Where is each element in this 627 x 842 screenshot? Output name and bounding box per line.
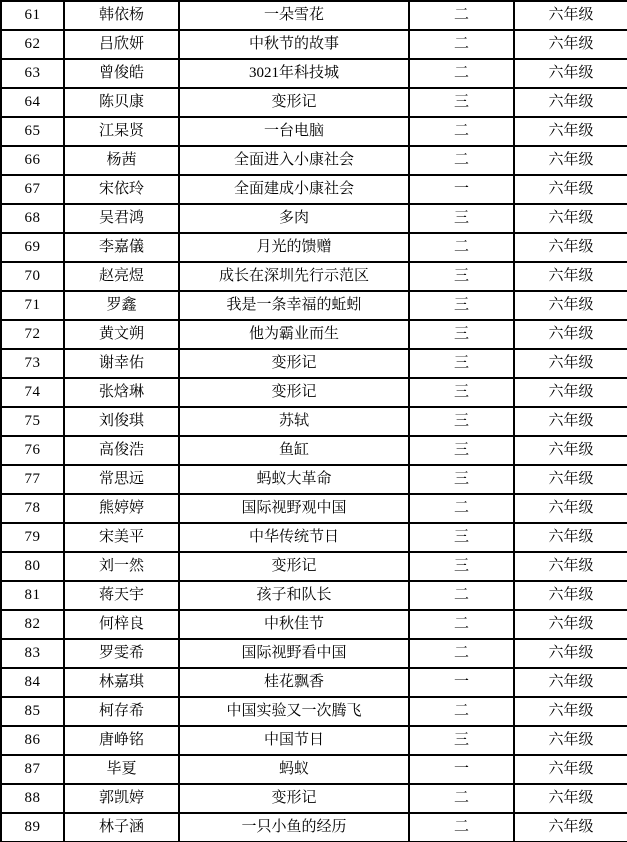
award-level-cell: 三 (409, 378, 514, 407)
row-number-cell: 79 (1, 523, 64, 552)
table-row (1, 610, 627, 639)
table-row (1, 494, 627, 523)
row-number-cell: 69 (1, 233, 64, 262)
grade-cell: 六年级 (514, 378, 627, 407)
work-title-cell: 一朵雪花 (179, 1, 409, 30)
student-name-cell: 李嘉儀 (64, 233, 179, 262)
grade-cell: 六年级 (514, 320, 627, 349)
row-number-cell: 75 (1, 407, 64, 436)
row-number-cell: 68 (1, 204, 64, 233)
work-title-cell: 鱼缸 (179, 436, 409, 465)
award-level-cell: 二 (409, 117, 514, 146)
row-number-cell: 87 (1, 755, 64, 784)
row-number-cell: 67 (1, 175, 64, 204)
award-level-cell: 三 (409, 726, 514, 755)
student-name-cell: 陈贝康 (64, 88, 179, 117)
row-number-cell: 61 (1, 1, 64, 30)
table-row (1, 813, 627, 842)
grade-cell: 六年级 (514, 30, 627, 59)
table-row (1, 407, 627, 436)
row-number-cell: 82 (1, 610, 64, 639)
row-number-cell: 89 (1, 813, 64, 842)
award-level-cell: 二 (409, 610, 514, 639)
table-row (1, 581, 627, 610)
work-title-cell: 全面进入小康社会 (179, 146, 409, 175)
work-title-cell: 孩子和队长 (179, 581, 409, 610)
grade-cell: 六年级 (514, 523, 627, 552)
row-number-cell: 65 (1, 117, 64, 146)
student-name-cell: 韩依杨 (64, 1, 179, 30)
grade-cell: 六年级 (514, 755, 627, 784)
grade-cell: 六年级 (514, 407, 627, 436)
table-row (1, 552, 627, 581)
grade-cell: 六年级 (514, 117, 627, 146)
table-row (1, 784, 627, 813)
student-name-cell: 唐峥铭 (64, 726, 179, 755)
table-row (1, 349, 627, 378)
table-row (1, 378, 627, 407)
award-level-cell: 二 (409, 784, 514, 813)
student-name-cell: 林嘉琪 (64, 668, 179, 697)
award-level-cell: 二 (409, 813, 514, 842)
row-number-cell: 73 (1, 349, 64, 378)
award-level-cell: 二 (409, 697, 514, 726)
table-row (1, 146, 627, 175)
row-number-cell: 70 (1, 262, 64, 291)
work-title-cell: 中秋佳节 (179, 610, 409, 639)
grade-cell: 六年级 (514, 726, 627, 755)
work-title-cell: 变形记 (179, 784, 409, 813)
table-row (1, 523, 627, 552)
work-title-cell: 他为霸业而生 (179, 320, 409, 349)
grade-cell: 六年级 (514, 813, 627, 842)
award-level-cell: 三 (409, 320, 514, 349)
row-number-cell: 62 (1, 30, 64, 59)
award-level-cell: 二 (409, 30, 514, 59)
student-name-cell: 何梓良 (64, 610, 179, 639)
row-number-cell: 63 (1, 59, 64, 88)
grade-cell: 六年级 (514, 291, 627, 320)
work-title-cell: 中国节日 (179, 726, 409, 755)
table-row (1, 88, 627, 117)
work-title-cell: 变形记 (179, 88, 409, 117)
row-number-cell: 88 (1, 784, 64, 813)
work-title-cell: 变形记 (179, 552, 409, 581)
award-level-cell: 一 (409, 175, 514, 204)
award-level-cell: 二 (409, 59, 514, 88)
student-name-cell: 黄文朔 (64, 320, 179, 349)
work-title-cell: 变形记 (179, 378, 409, 407)
row-number-cell: 64 (1, 88, 64, 117)
award-level-cell: 二 (409, 494, 514, 523)
student-name-cell: 毕夏 (64, 755, 179, 784)
work-title-cell: 全面建成小康社会 (179, 175, 409, 204)
grade-cell: 六年级 (514, 1, 627, 30)
row-number-cell: 66 (1, 146, 64, 175)
work-title-cell: 中华传统节日 (179, 523, 409, 552)
student-name-cell: 张焓琳 (64, 378, 179, 407)
award-level-cell: 一 (409, 755, 514, 784)
row-number-cell: 72 (1, 320, 64, 349)
student-name-cell: 刘俊琪 (64, 407, 179, 436)
student-name-cell: 吕欣妍 (64, 30, 179, 59)
work-title-cell: 中国实验又一次腾飞 (179, 697, 409, 726)
table-row (1, 465, 627, 494)
award-level-cell: 三 (409, 349, 514, 378)
award-level-cell: 三 (409, 204, 514, 233)
student-name-cell: 宋美平 (64, 523, 179, 552)
row-number-cell: 71 (1, 291, 64, 320)
student-name-cell: 高俊浩 (64, 436, 179, 465)
award-level-cell: 二 (409, 639, 514, 668)
grade-cell: 六年级 (514, 494, 627, 523)
table-row (1, 262, 627, 291)
grade-cell: 六年级 (514, 233, 627, 262)
grade-cell: 六年级 (514, 262, 627, 291)
table-row (1, 320, 627, 349)
student-name-cell: 赵亮煜 (64, 262, 179, 291)
table-row (1, 233, 627, 262)
grade-cell: 六年级 (514, 88, 627, 117)
awards-table-body (1, 1, 627, 842)
row-number-cell: 85 (1, 697, 64, 726)
work-title-cell: 中秋节的故事 (179, 30, 409, 59)
table-row (1, 59, 627, 88)
grade-cell: 六年级 (514, 204, 627, 233)
work-title-cell: 月光的馈赠 (179, 233, 409, 262)
student-name-cell: 江杲贤 (64, 117, 179, 146)
table-row (1, 117, 627, 146)
student-name-cell: 曾俊皓 (64, 59, 179, 88)
grade-cell: 六年级 (514, 668, 627, 697)
award-level-cell: 二 (409, 233, 514, 262)
award-level-cell: 二 (409, 581, 514, 610)
table-row (1, 697, 627, 726)
grade-cell: 六年级 (514, 581, 627, 610)
student-name-cell: 柯存希 (64, 697, 179, 726)
student-name-cell: 刘一然 (64, 552, 179, 581)
grade-cell: 六年级 (514, 436, 627, 465)
work-title-cell: 蚂蚁 (179, 755, 409, 784)
table-row (1, 204, 627, 233)
student-name-cell: 谢幸佑 (64, 349, 179, 378)
work-title-cell: 我是一条幸福的蚯蚓 (179, 291, 409, 320)
grade-cell: 六年级 (514, 146, 627, 175)
award-level-cell: 三 (409, 523, 514, 552)
work-title-cell: 一只小鱼的经历 (179, 813, 409, 842)
table-row (1, 755, 627, 784)
table-row (1, 436, 627, 465)
student-name-cell: 罗鑫 (64, 291, 179, 320)
work-title-cell: 国际视野看中国 (179, 639, 409, 668)
table-row (1, 175, 627, 204)
work-title-cell: 变形记 (179, 349, 409, 378)
table-row (1, 639, 627, 668)
student-name-cell: 吴君鸿 (64, 204, 179, 233)
student-name-cell: 蒋天宇 (64, 581, 179, 610)
grade-cell: 六年级 (514, 639, 627, 668)
grade-cell: 六年级 (514, 784, 627, 813)
work-title-cell: 多肉 (179, 204, 409, 233)
work-title-cell: 一台电脑 (179, 117, 409, 146)
student-name-cell: 林子涵 (64, 813, 179, 842)
grade-cell: 六年级 (514, 610, 627, 639)
grade-cell: 六年级 (514, 697, 627, 726)
work-title-cell: 国际视野观中国 (179, 494, 409, 523)
grade-cell: 六年级 (514, 175, 627, 204)
student-name-cell: 罗雯希 (64, 639, 179, 668)
grade-cell: 六年级 (514, 465, 627, 494)
grade-cell: 六年级 (514, 552, 627, 581)
row-number-cell: 78 (1, 494, 64, 523)
award-level-cell: 二 (409, 146, 514, 175)
row-number-cell: 84 (1, 668, 64, 697)
student-name-cell: 常思远 (64, 465, 179, 494)
student-name-cell: 熊婷婷 (64, 494, 179, 523)
award-level-cell: 三 (409, 88, 514, 117)
work-title-cell: 成长在深圳先行示范区 (179, 262, 409, 291)
award-level-cell: 一 (409, 668, 514, 697)
row-number-cell: 80 (1, 552, 64, 581)
work-title-cell: 蚂蚁大革命 (179, 465, 409, 494)
award-level-cell: 二 (409, 1, 514, 30)
student-name-cell: 郭凯婷 (64, 784, 179, 813)
award-level-cell: 三 (409, 291, 514, 320)
row-number-cell: 77 (1, 465, 64, 494)
student-name-cell: 杨茜 (64, 146, 179, 175)
row-number-cell: 74 (1, 378, 64, 407)
award-level-cell: 三 (409, 407, 514, 436)
student-name-cell: 宋依玲 (64, 175, 179, 204)
row-number-cell: 76 (1, 436, 64, 465)
row-number-cell: 81 (1, 581, 64, 610)
table-row (1, 726, 627, 755)
row-number-cell: 83 (1, 639, 64, 668)
table-row (1, 30, 627, 59)
work-title-cell: 苏轼 (179, 407, 409, 436)
table-row (1, 1, 627, 30)
table-row (1, 291, 627, 320)
grade-cell: 六年级 (514, 349, 627, 378)
award-level-cell: 三 (409, 262, 514, 291)
table-row (1, 668, 627, 697)
row-number-cell: 86 (1, 726, 64, 755)
award-level-cell: 三 (409, 465, 514, 494)
award-level-cell: 三 (409, 436, 514, 465)
work-title-cell: 3021年科技城 (179, 59, 409, 88)
grade-cell: 六年级 (514, 59, 627, 88)
award-level-cell: 三 (409, 552, 514, 581)
work-title-cell: 桂花飘香 (179, 668, 409, 697)
